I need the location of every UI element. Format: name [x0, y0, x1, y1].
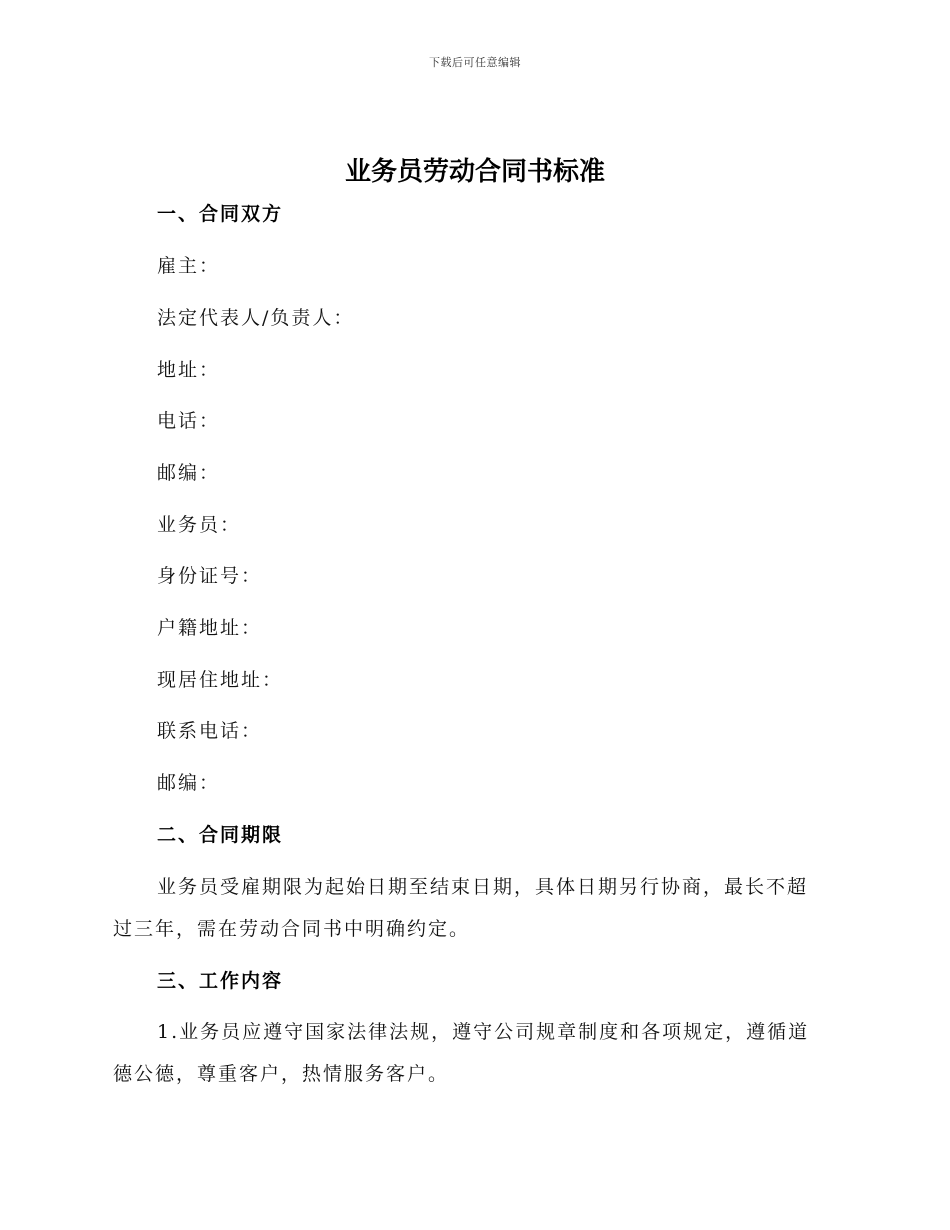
document-title: 业务员劳动合同书标准 [344, 157, 605, 187]
field-legal-representative: 法定代表人/负责人： [157, 307, 355, 329]
work-item-1-line-1: 1.业务员应遵守国家法律法规，遵守公司规章制度和各项规定，遵循道 [157, 1021, 810, 1043]
field-employer: 雇主： [157, 255, 221, 277]
field-phone: 电话： [157, 410, 221, 432]
term-paragraph-line-2: 过三年，需在劳动合同书中明确约定。 [113, 918, 471, 940]
field-id-number: 身份证号： [157, 565, 263, 587]
field-contact-phone: 联系电话： [157, 720, 263, 742]
field-current-address: 现居住地址： [157, 669, 284, 691]
section-heading-work-content: 三、工作内容 [157, 970, 284, 992]
header-note: 下载后可任意编辑 [429, 56, 521, 69]
work-item-1-line-2: 德公德，尊重客户，热情服务客户。 [113, 1063, 450, 1085]
term-paragraph-line-1: 业务员受雇期限为起始日期至结束日期，具体日期另行协商，最长不超 [157, 876, 809, 898]
field-salesperson: 业务员： [157, 514, 242, 536]
field-address: 地址： [157, 359, 221, 381]
field-postcode-2: 邮编： [157, 772, 221, 794]
field-postcode: 邮编： [157, 462, 221, 484]
section-heading-parties: 一、合同双方 [157, 203, 284, 225]
section-heading-term: 二、合同期限 [157, 824, 284, 846]
field-household-address: 户籍地址： [157, 617, 263, 639]
